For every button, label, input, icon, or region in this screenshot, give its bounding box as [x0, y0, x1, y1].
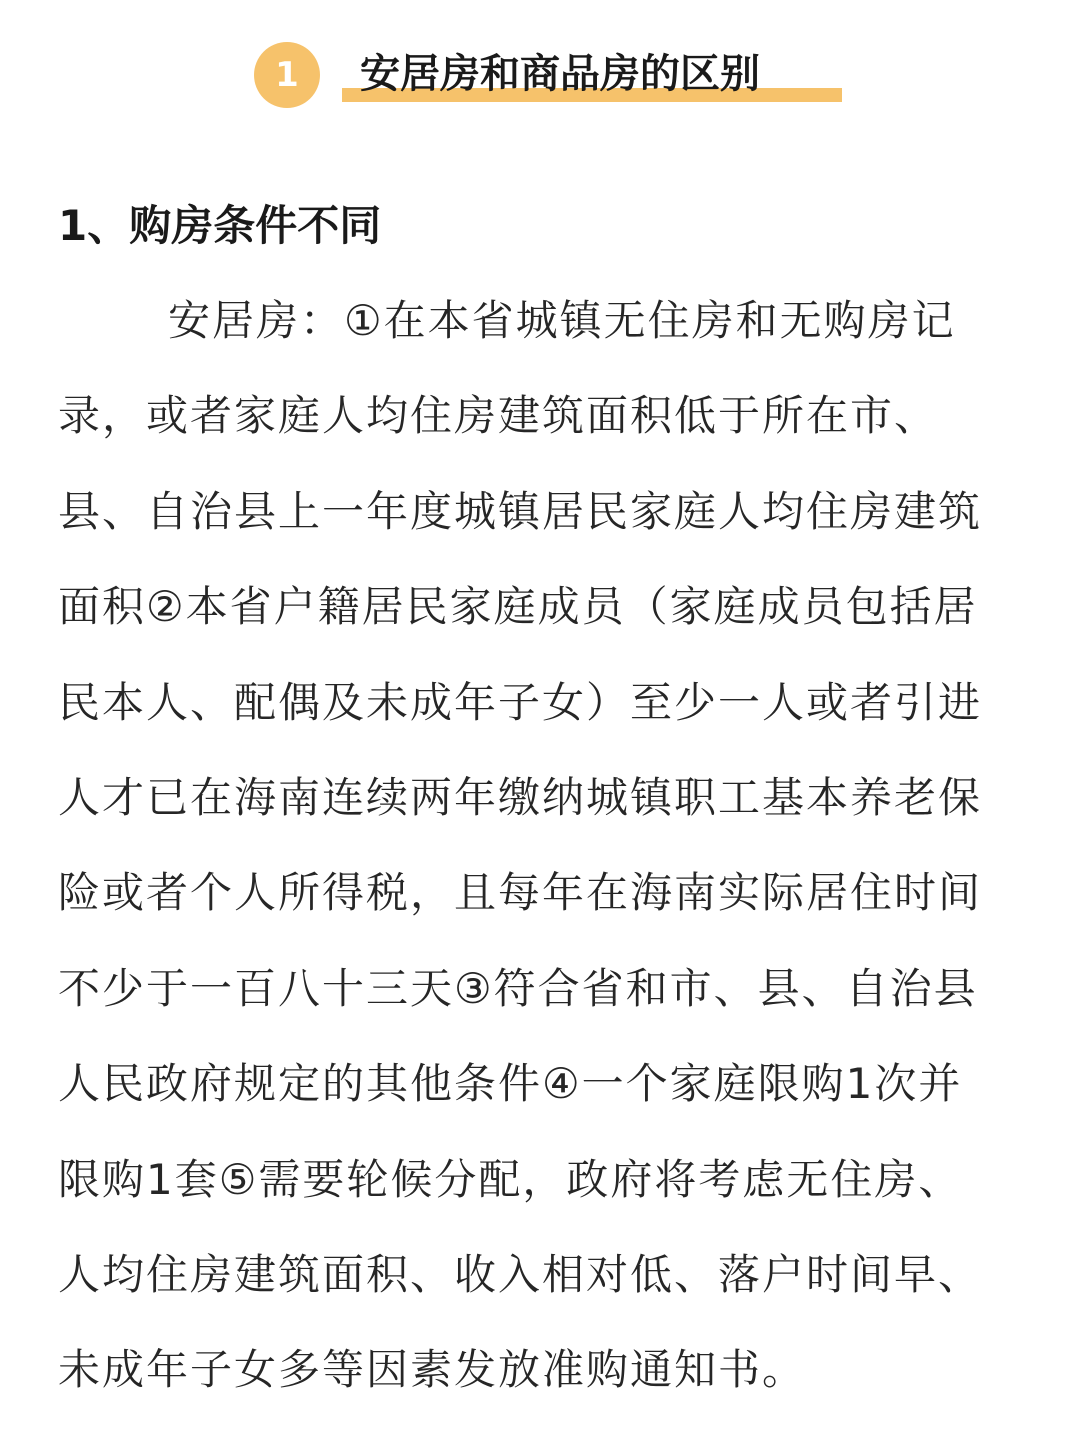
paragraph-line: 录，或者家庭人均住房建筑面积低于所在市、: [58, 391, 939, 441]
subsection-heading: 1、购房条件不同: [58, 201, 382, 250]
paragraph-line: 人才已在海南连续两年缴纳城镇职工基本养老保: [58, 772, 983, 822]
paragraph-line: 不少于一百八十三天③符合省和市、县、自治县: [58, 963, 978, 1013]
paragraph-line: 人民政府规定的其他条件④一个家庭限购1次并: [58, 1059, 963, 1109]
paragraph-line: 未成年子女多等因素发放准购通知书。: [58, 1345, 807, 1395]
paragraph-line: 险或者个人所得税，且每年在海南实际居住时间: [58, 868, 983, 918]
section-title-block: [254, 40, 854, 112]
paragraph-line: 人均住房建筑面积、收入相对低、落户时间早、: [58, 1249, 983, 1299]
section-number-badge: 1: [254, 42, 320, 108]
paragraph-line: 面积②本省户籍居民家庭成员（家庭成员包括居: [58, 582, 978, 632]
paragraph-line: 安居房：①在本省城镇无住房和无购房记: [168, 296, 956, 345]
paragraph-line: 县、自治县上一年度城镇居民家庭人均住房建筑: [58, 486, 983, 536]
page-title: 安居房和商品房的区别: [360, 51, 760, 97]
body-paragraph: [58, 288, 1042, 1433]
paragraph-line: 限购1套⑤需要轮候分配，政府将考虑无住房、: [58, 1154, 963, 1204]
paragraph-line: 民本人、配偶及未成年子女）至少一人或者引进: [58, 677, 983, 727]
